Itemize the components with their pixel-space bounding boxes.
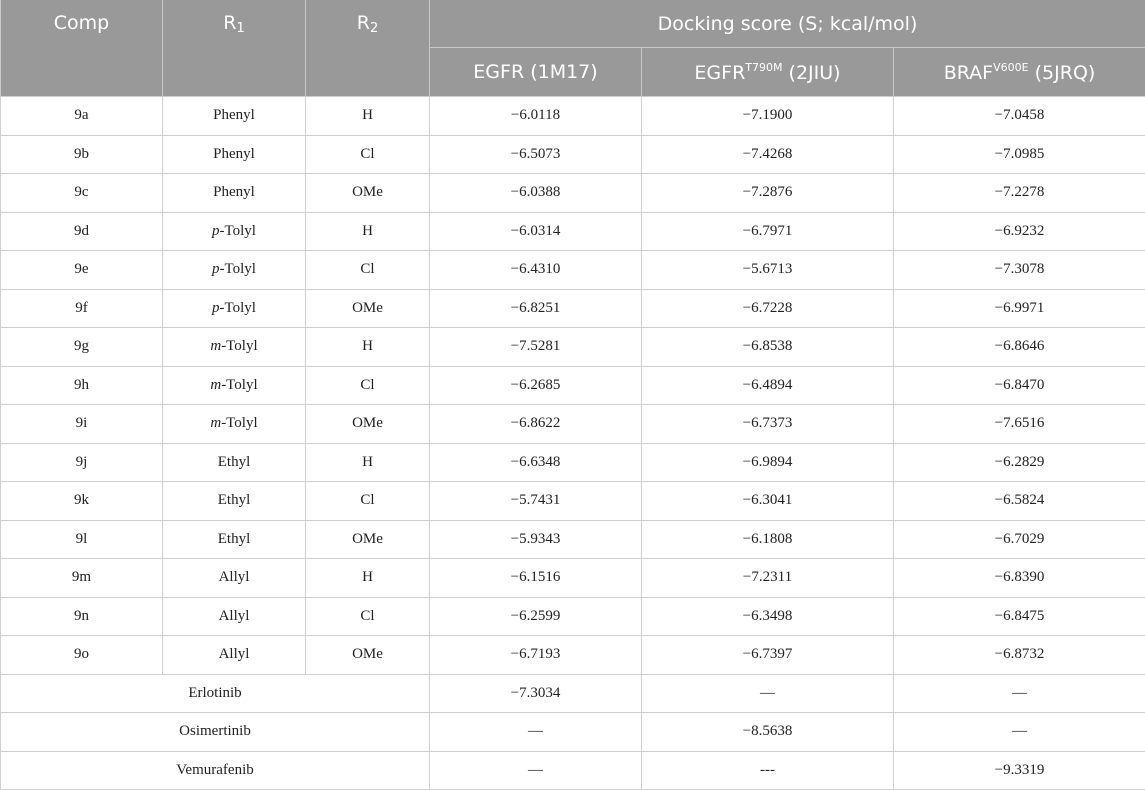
cell-r2: OMe bbox=[306, 636, 430, 675]
cell-egfr-t790m: −7.2876 bbox=[642, 174, 894, 213]
cell-r1 bbox=[163, 212, 306, 251]
cell-comp: 9b bbox=[1, 135, 163, 174]
cell-braf-v600e: −6.8475 bbox=[894, 597, 1145, 636]
table-row bbox=[1, 251, 1145, 290]
cell-reference-drug: Osimertinib bbox=[1, 713, 430, 752]
cell-comp: 9m bbox=[1, 559, 163, 598]
cell-r1-name: -Tolyl bbox=[220, 223, 256, 239]
cell-r1 bbox=[163, 135, 306, 174]
cell-reference-drug: Erlotinib bbox=[1, 674, 430, 713]
cell-r1-name: Ethyl bbox=[218, 531, 251, 547]
cell-braf-v600e: −7.3078 bbox=[894, 251, 1145, 290]
cell-egfr: −5.9343 bbox=[430, 520, 642, 559]
cell-braf-v600e: −7.0458 bbox=[894, 97, 1145, 136]
cell-egfr-t790m: −7.2311 bbox=[642, 559, 894, 598]
cell-reference-drug: Vemurafenib bbox=[1, 751, 430, 790]
cell-r1-prefix: m bbox=[210, 415, 221, 431]
cell-egfr: −6.5073 bbox=[430, 135, 642, 174]
cell-braf-v600e: −6.7029 bbox=[894, 520, 1145, 559]
table-row bbox=[1, 328, 1145, 367]
cell-r2: H bbox=[306, 97, 430, 136]
cell-r1 bbox=[163, 443, 306, 482]
cell-r1 bbox=[163, 559, 306, 598]
cell-egfr: −6.2685 bbox=[430, 366, 642, 405]
cell-comp: 9d bbox=[1, 212, 163, 251]
cell-egfr: −6.8251 bbox=[430, 289, 642, 328]
table-row bbox=[1, 97, 1145, 136]
cell-reference-braf: — bbox=[894, 674, 1145, 713]
cell-braf-v600e: −7.0985 bbox=[894, 135, 1145, 174]
cell-r2: OMe bbox=[306, 174, 430, 213]
cell-braf-v600e: −6.9971 bbox=[894, 289, 1145, 328]
cell-braf-v600e: −6.2829 bbox=[894, 443, 1145, 482]
table-row bbox=[1, 559, 1145, 598]
cell-r1-name: Ethyl bbox=[218, 492, 251, 508]
cell-egfr: −6.7193 bbox=[430, 636, 642, 675]
cell-egfr-t790m: −6.1808 bbox=[642, 520, 894, 559]
cell-braf-v600e: −6.8732 bbox=[894, 636, 1145, 675]
cell-r1 bbox=[163, 251, 306, 290]
cell-r1-prefix: p bbox=[212, 261, 220, 277]
table-row bbox=[1, 174, 1145, 213]
header-comp: Comp bbox=[1, 0, 163, 97]
cell-r1-prefix: p bbox=[212, 223, 220, 239]
cell-r1-name: Allyl bbox=[219, 646, 250, 662]
header-r2: $R_2$ bbox=[306, 0, 430, 97]
cell-r2: OMe bbox=[306, 520, 430, 559]
cell-egfr-t790m: −6.7228 bbox=[642, 289, 894, 328]
cell-braf-v600e: −7.6516 bbox=[894, 405, 1145, 444]
cell-egfr: −6.8622 bbox=[430, 405, 642, 444]
cell-comp: 9l bbox=[1, 520, 163, 559]
cell-comp: 9e bbox=[1, 251, 163, 290]
table-row bbox=[1, 520, 1145, 559]
cell-r1 bbox=[163, 597, 306, 636]
header-egfr-t790m: $EGFR^{T790M}$ (2JIU) bbox=[642, 48, 894, 97]
cell-r1 bbox=[163, 289, 306, 328]
cell-egfr: −6.1516 bbox=[430, 559, 642, 598]
cell-r2: Cl bbox=[306, 251, 430, 290]
table-row bbox=[1, 135, 1145, 174]
table-header bbox=[1, 0, 1145, 97]
header-braf-v600e: $BRAF^{V600E}$ (5JRQ) bbox=[894, 48, 1145, 97]
cell-comp: 9i bbox=[1, 405, 163, 444]
cell-r1 bbox=[163, 366, 306, 405]
cell-braf-v600e: −6.9232 bbox=[894, 212, 1145, 251]
cell-reference-egfr: — bbox=[430, 751, 642, 790]
cell-egfr: −6.4310 bbox=[430, 251, 642, 290]
table-row bbox=[1, 366, 1145, 405]
cell-egfr-t790m: −6.4894 bbox=[642, 366, 894, 405]
cell-comp: 9a bbox=[1, 97, 163, 136]
table-row bbox=[1, 443, 1145, 482]
cell-r1-name: -Tolyl bbox=[221, 338, 257, 354]
cell-egfr: −6.0314 bbox=[430, 212, 642, 251]
header-docking-score: Docking score (S; kcal/mol) bbox=[430, 0, 1145, 48]
cell-egfr-t790m: −6.7373 bbox=[642, 405, 894, 444]
cell-egfr-t790m: −6.7397 bbox=[642, 636, 894, 675]
reference-row bbox=[1, 751, 1145, 790]
cell-r2: Cl bbox=[306, 482, 430, 521]
table-body bbox=[1, 97, 1145, 790]
cell-comp: 9k bbox=[1, 482, 163, 521]
cell-egfr-t790m: −7.1900 bbox=[642, 97, 894, 136]
cell-egfr: −5.7431 bbox=[430, 482, 642, 521]
header-egfr: EGFR (1M17) bbox=[430, 48, 642, 97]
cell-r1-name: Allyl bbox=[219, 569, 250, 585]
cell-comp: 9h bbox=[1, 366, 163, 405]
cell-r2: OMe bbox=[306, 289, 430, 328]
cell-r1-name: Ethyl bbox=[218, 454, 251, 470]
cell-comp: 9f bbox=[1, 289, 163, 328]
cell-egfr-t790m: −6.3041 bbox=[642, 482, 894, 521]
cell-reference-egfr: — bbox=[430, 713, 642, 752]
cell-r2: Cl bbox=[306, 366, 430, 405]
cell-reference-egfr: −7.3034 bbox=[430, 674, 642, 713]
cell-comp: 9c bbox=[1, 174, 163, 213]
cell-comp: 9n bbox=[1, 597, 163, 636]
cell-reference-braf: −9.3319 bbox=[894, 751, 1145, 790]
cell-egfr: −6.2599 bbox=[430, 597, 642, 636]
cell-egfr: −7.5281 bbox=[430, 328, 642, 367]
table-row bbox=[1, 482, 1145, 521]
cell-r1-prefix: m bbox=[210, 377, 221, 393]
cell-comp: 9j bbox=[1, 443, 163, 482]
cell-r1 bbox=[163, 405, 306, 444]
cell-egfr-t790m: −7.4268 bbox=[642, 135, 894, 174]
cell-egfr: −6.6348 bbox=[430, 443, 642, 482]
cell-r2: H bbox=[306, 443, 430, 482]
cell-braf-v600e: −6.8390 bbox=[894, 559, 1145, 598]
table-row bbox=[1, 405, 1145, 444]
cell-r1-name: Allyl bbox=[219, 608, 250, 624]
cell-egfr-t790m: −6.9894 bbox=[642, 443, 894, 482]
cell-r1-prefix: p bbox=[212, 300, 220, 316]
cell-r2: H bbox=[306, 328, 430, 367]
table-row bbox=[1, 636, 1145, 675]
cell-reference-braf: — bbox=[894, 713, 1145, 752]
cell-r2: H bbox=[306, 212, 430, 251]
cell-egfr-t790m: −6.7971 bbox=[642, 212, 894, 251]
cell-r2: Cl bbox=[306, 597, 430, 636]
cell-r1 bbox=[163, 97, 306, 136]
cell-egfr: −6.0388 bbox=[430, 174, 642, 213]
cell-reference-egfrm: −8.5638 bbox=[642, 713, 894, 752]
cell-r1-name: -Tolyl bbox=[221, 415, 257, 431]
cell-r1 bbox=[163, 520, 306, 559]
cell-reference-egfrm: — bbox=[642, 674, 894, 713]
cell-r1-name: Phenyl bbox=[213, 146, 255, 162]
table-row bbox=[1, 289, 1145, 328]
cell-braf-v600e: −6.8646 bbox=[894, 328, 1145, 367]
cell-r1 bbox=[163, 174, 306, 213]
cell-comp: 9o bbox=[1, 636, 163, 675]
header-r1: $R_1$ bbox=[163, 0, 306, 97]
cell-r1-prefix: m bbox=[210, 338, 221, 354]
cell-egfr-t790m: −6.3498 bbox=[642, 597, 894, 636]
cell-reference-egfrm: --- bbox=[642, 751, 894, 790]
cell-r1 bbox=[163, 328, 306, 367]
cell-r1-name: -Tolyl bbox=[220, 300, 256, 316]
cell-braf-v600e: −7.2278 bbox=[894, 174, 1145, 213]
table-row bbox=[1, 597, 1145, 636]
cell-r2: H bbox=[306, 559, 430, 598]
cell-egfr-t790m: −5.6713 bbox=[642, 251, 894, 290]
cell-egfr-t790m: −6.8538 bbox=[642, 328, 894, 367]
cell-r2: Cl bbox=[306, 135, 430, 174]
cell-egfr: −6.0118 bbox=[430, 97, 642, 136]
reference-row bbox=[1, 674, 1145, 713]
cell-r1-name: -Tolyl bbox=[221, 377, 257, 393]
cell-braf-v600e: −6.8470 bbox=[894, 366, 1145, 405]
cell-r1 bbox=[163, 482, 306, 521]
cell-r1-name: Phenyl bbox=[213, 184, 255, 200]
table-row bbox=[1, 212, 1145, 251]
cell-r1-name: -Tolyl bbox=[220, 261, 256, 277]
cell-braf-v600e: −6.5824 bbox=[894, 482, 1145, 521]
cell-r1-name: Phenyl bbox=[213, 107, 255, 123]
cell-comp: 9g bbox=[1, 328, 163, 367]
cell-r2: OMe bbox=[306, 405, 430, 444]
reference-row bbox=[1, 713, 1145, 752]
cell-r1 bbox=[163, 636, 306, 675]
